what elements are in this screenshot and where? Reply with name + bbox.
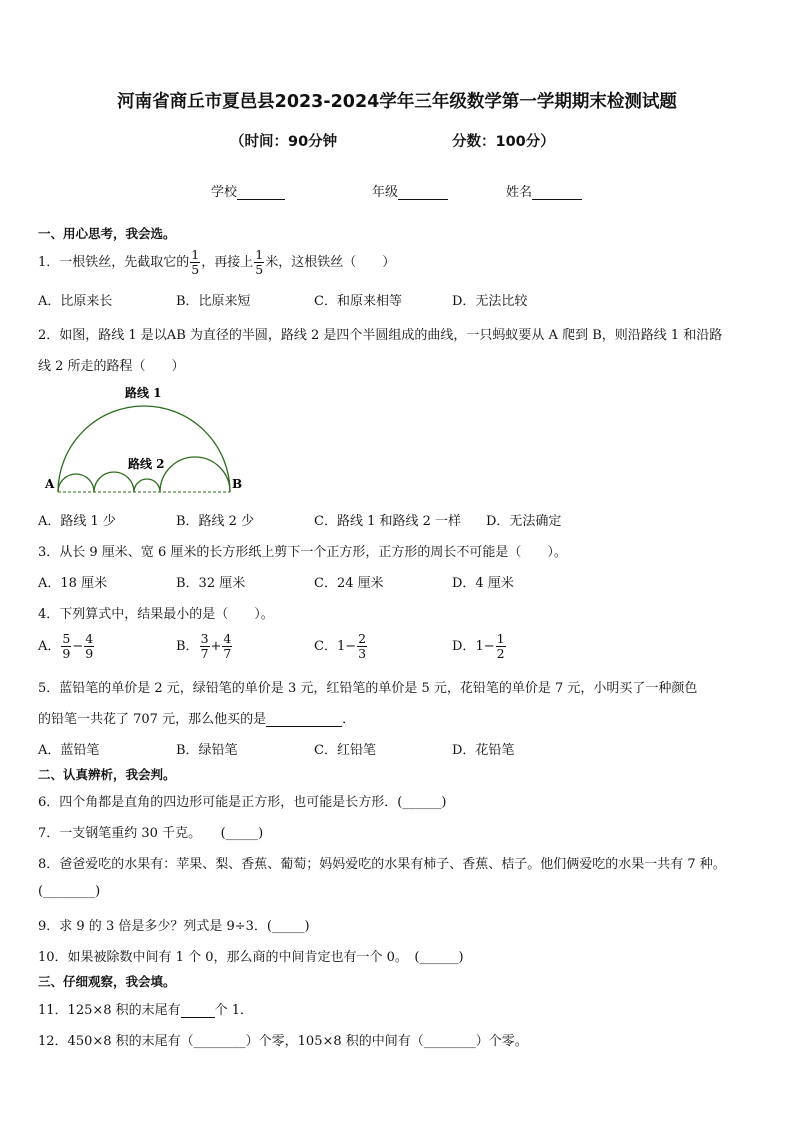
- question-4: 4．下列算式中，结果最小的是（ ）。: [38, 607, 274, 622]
- route-diagram: [40, 380, 250, 500]
- exam-score: 分数：100分）: [452, 134, 555, 150]
- question-5-line-2: 的铅笔一共花了 707 元，那么他买的是 ．: [38, 712, 356, 727]
- point-a-label: A: [45, 477, 55, 491]
- option-d[interactable]: D．无法比较: [452, 294, 528, 309]
- answer-blank[interactable]: [181, 1005, 215, 1018]
- option-c[interactable]: C．和原来相等: [314, 294, 402, 309]
- option-c[interactable]: C．24 厘米: [314, 576, 384, 591]
- option-a[interactable]: A． $\frac{5}{9}$ − $\frac{4}{9}$: [38, 630, 94, 661]
- option-a[interactable]: A．比原来长: [38, 294, 113, 309]
- question-6: 6．四个角都是直角的四边形可能是正方形，也可能是长方形．(______): [38, 795, 447, 810]
- option-b[interactable]: B．绿铅笔: [176, 743, 238, 758]
- option-c[interactable]: C．红铅笔: [314, 743, 376, 758]
- question-12: 12．450×8 积的末尾有（________）个零，105×8 积的中间有（________）个零。: [38, 1034, 528, 1049]
- option-d[interactable]: D．4 厘米: [452, 576, 514, 591]
- option-d[interactable]: D．1− $\frac{1}{2}$: [452, 630, 505, 661]
- option-d[interactable]: D．无法确定: [486, 514, 562, 529]
- question-1: 1．一根铁丝，先截取它的 $\frac{1}{5}$ ，再接上 $\frac{1}{5}$ 米，这根铁丝（ ）: [38, 246, 396, 277]
- option-c[interactable]: C．1− $\frac{2}{3}$: [314, 630, 367, 661]
- fraction: $\frac{1}{5}$: [255, 246, 264, 277]
- grade-blank[interactable]: [398, 187, 448, 200]
- option-a[interactable]: A．路线 1 少: [38, 514, 116, 529]
- page-title: 河南省商丘市夏邑县2023-2024学年三年级数学第一学期期末检测试题: [117, 92, 677, 112]
- question-5-line-1: 5．蓝铅笔的单价是 2 元，绿铅笔的单价是 3 元，红铅笔的单价是 5 元，花铅笔的单价是 7 元，小明买了一种颜色: [38, 681, 698, 696]
- exam-time: （时间：90分钟: [230, 134, 338, 150]
- section-heading-1: 一、用心思考，我会选。: [38, 226, 176, 241]
- question-2-line-1: 2．如图，路线 1 是以AB 为直径的半圆，路线 2 是四个半圆组成的曲线，一只蚂蚁要从 A 爬到 B，则沿路线 1 和沿路: [38, 328, 723, 343]
- point-b-label: B: [232, 477, 243, 491]
- question-11: 11．125×8 积的末尾有 个 1．: [38, 1003, 254, 1018]
- name-field: 姓名: [506, 181, 582, 200]
- option-b[interactable]: B．比原来短: [176, 294, 251, 309]
- option-c[interactable]: C．路线 1 和路线 2 一样: [314, 514, 462, 529]
- question-7: 7．一支钢笔重约 30 千克。 (_____): [38, 826, 264, 841]
- answer-blank[interactable]: [266, 714, 342, 727]
- school-field: 学校: [211, 181, 285, 200]
- option-b[interactable]: B． $\frac{3}{7}$ + $\frac{4}{7}$: [176, 630, 232, 661]
- question-3: 3．从长 9 厘米、宽 6 厘米的长方形纸上剪下一个正方形，正方形的周长不可能是（ ）。: [38, 545, 567, 560]
- option-a[interactable]: A．蓝铅笔: [38, 743, 100, 758]
- option-b[interactable]: B．路线 2 少: [176, 514, 255, 529]
- question-2-line-2: 线 2 所走的路程（ ）: [38, 359, 185, 374]
- fraction: $\frac{1}{5}$: [191, 246, 200, 277]
- option-d[interactable]: D．花铅笔: [452, 743, 515, 758]
- section-heading-2: 二、认真辨析，我会判。: [38, 767, 176, 782]
- section-heading-3: 三、仔细观察，我会填。: [38, 974, 176, 989]
- name-blank[interactable]: [532, 187, 582, 200]
- question-8-line-2: (________): [38, 884, 101, 899]
- question-9: 9．求 9 的 3 倍是多少？列式是 9÷3．(_____): [38, 919, 310, 934]
- question-10: 10．如果被除数中间有 1 个 0，那么商的中间肯定也有一个 0。 (______): [38, 950, 464, 965]
- school-blank[interactable]: [237, 187, 285, 200]
- route-2-label: 路线 2: [128, 457, 165, 471]
- option-a[interactable]: A．18 厘米: [38, 576, 108, 591]
- grade-field: 年级: [372, 181, 448, 200]
- question-8-line-1: 8．爸爸爱吃的水果有：苹果、梨、香蕉、葡萄；妈妈爱吃的水果有柿子、香蕉、桔子。他们俩爱吃的水果一共有 7 种。: [38, 857, 726, 872]
- route-1-label: 路线 1: [125, 386, 162, 400]
- option-b[interactable]: B．32 厘米: [176, 576, 246, 591]
